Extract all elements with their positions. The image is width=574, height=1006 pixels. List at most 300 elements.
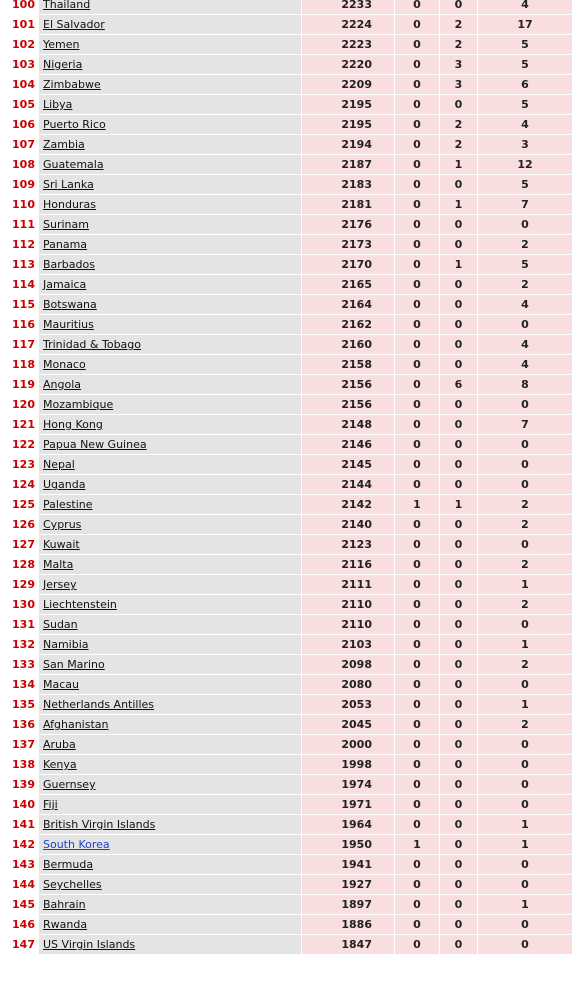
table-row [1, 155, 572, 174]
rank-cell: 133 [1, 655, 38, 674]
gold-cell: 0 [395, 275, 439, 294]
table-row [1, 595, 572, 614]
bronze-cell: 0 [478, 675, 572, 694]
country-cell [39, 855, 301, 874]
bronze-cell: 7 [478, 415, 572, 434]
country-link[interactable]: British Virgin Islands [43, 818, 156, 831]
rank-cell: 147 [1, 935, 38, 954]
points-cell: 2098 [302, 655, 394, 674]
points-cell: 2146 [302, 435, 394, 454]
silver-cell: 0 [440, 295, 477, 314]
table-row [1, 35, 572, 54]
gold-cell: 0 [395, 315, 439, 334]
country-cell [39, 475, 301, 494]
gold-cell: 0 [395, 575, 439, 594]
gold-cell: 0 [395, 115, 439, 134]
silver-cell: 0 [440, 335, 477, 354]
country-link[interactable]: South Korea [43, 838, 110, 851]
bronze-cell: 1 [478, 695, 572, 714]
rank-cell: 141 [1, 815, 38, 834]
silver-cell: 0 [440, 215, 477, 234]
country-link[interactable]: Sri Lanka [43, 178, 94, 191]
table-row [1, 895, 572, 914]
points-cell: 2160 [302, 335, 394, 354]
silver-cell: 0 [440, 235, 477, 254]
bronze-cell: 2 [478, 495, 572, 514]
country-link[interactable]: Nepal [43, 458, 75, 471]
country-cell [39, 355, 301, 374]
rank-cell: 118 [1, 355, 38, 374]
gold-cell: 0 [395, 35, 439, 54]
points-cell: 2176 [302, 215, 394, 234]
country-cell [39, 235, 301, 254]
bronze-cell: 0 [478, 215, 572, 234]
gold-cell: 0 [395, 635, 439, 654]
rank-cell: 108 [1, 155, 38, 174]
country-cell [39, 735, 301, 754]
rank-cell: 104 [1, 75, 38, 94]
country-cell [39, 155, 301, 174]
country-link[interactable]: Thailand [43, 0, 91, 11]
points-cell: 1964 [302, 815, 394, 834]
points-cell: 1847 [302, 935, 394, 954]
points-cell: 1941 [302, 855, 394, 874]
points-cell: 2181 [302, 195, 394, 214]
rank-cell: 146 [1, 915, 38, 934]
bronze-cell: 4 [478, 355, 572, 374]
country-link[interactable]: Honduras [43, 198, 96, 211]
rank-cell: 116 [1, 315, 38, 334]
country-link[interactable]: Botswana [43, 298, 97, 311]
silver-cell: 0 [440, 675, 477, 694]
bronze-cell: 0 [478, 855, 572, 874]
table-row [1, 15, 572, 34]
country-cell [39, 215, 301, 234]
gold-cell: 0 [395, 755, 439, 774]
country-link[interactable]: Yemen [43, 38, 80, 51]
silver-cell: 0 [440, 655, 477, 674]
gold-cell: 0 [395, 155, 439, 174]
country-cell [39, 615, 301, 634]
country-link[interactable]: El Salvador [43, 18, 105, 31]
country-cell [39, 75, 301, 94]
country-link[interactable]: Cyprus [43, 518, 82, 531]
country-link[interactable]: Kenya [43, 758, 77, 771]
country-link[interactable]: Bahrain [43, 898, 86, 911]
rank-cell: 144 [1, 875, 38, 894]
gold-cell: 0 [395, 15, 439, 34]
table-row [1, 835, 572, 854]
table-row [1, 395, 572, 414]
rank-cell: 121 [1, 415, 38, 434]
silver-cell: 6 [440, 375, 477, 394]
gold-cell: 1 [395, 835, 439, 854]
country-cell [39, 715, 301, 734]
bronze-cell: 5 [478, 55, 572, 74]
country-link[interactable]: Kuwait [43, 538, 80, 551]
points-cell: 2142 [302, 495, 394, 514]
rank-cell: 142 [1, 835, 38, 854]
country-link[interactable]: US Virgin Islands [43, 938, 136, 951]
gold-cell: 0 [395, 335, 439, 354]
country-link[interactable]: Bermuda [43, 858, 94, 871]
rank-cell: 102 [1, 35, 38, 54]
rank-cell: 127 [1, 535, 38, 554]
points-cell: 2183 [302, 175, 394, 194]
points-cell: 2233 [302, 0, 394, 14]
gold-cell: 0 [395, 855, 439, 874]
gold-cell: 0 [395, 515, 439, 534]
table-row [1, 855, 572, 874]
country-link[interactable]: Rwanda [43, 918, 88, 931]
points-cell: 1974 [302, 775, 394, 794]
silver-cell: 0 [440, 0, 477, 14]
bronze-cell: 2 [478, 555, 572, 574]
bronze-cell: 17 [478, 15, 572, 34]
table-row [1, 615, 572, 634]
rank-cell: 130 [1, 595, 38, 614]
country-link[interactable]: Zambia [43, 138, 85, 151]
gold-cell: 0 [395, 615, 439, 634]
table-row [1, 375, 572, 394]
gold-cell: 0 [395, 735, 439, 754]
silver-cell: 0 [440, 395, 477, 414]
gold-cell: 0 [395, 135, 439, 154]
country-link[interactable]: Mozambique [43, 398, 114, 411]
rank-cell: 103 [1, 55, 38, 74]
gold-cell: 0 [395, 415, 439, 434]
gold-cell: 0 [395, 915, 439, 934]
country-link[interactable]: Namibia [43, 638, 89, 651]
country-link[interactable]: Liechtenstein [43, 598, 117, 611]
bronze-cell: 1 [478, 835, 572, 854]
bronze-cell: 2 [478, 655, 572, 674]
bronze-cell: 2 [478, 595, 572, 614]
table-row [1, 795, 572, 814]
silver-cell: 0 [440, 935, 477, 954]
bronze-cell: 5 [478, 175, 572, 194]
country-cell [39, 755, 301, 774]
country-cell [39, 495, 301, 514]
table-row [1, 415, 572, 434]
bronze-cell: 1 [478, 895, 572, 914]
rank-cell: 113 [1, 255, 38, 274]
country-link[interactable]: Monaco [43, 358, 86, 371]
table-row [1, 215, 572, 234]
rank-cell: 135 [1, 695, 38, 714]
country-link[interactable]: Barbados [43, 258, 95, 271]
country-link[interactable]: Malta [43, 558, 74, 571]
country-link[interactable]: Fiji [43, 798, 58, 811]
gold-cell: 0 [395, 255, 439, 274]
silver-cell: 0 [440, 855, 477, 874]
country-link[interactable]: Sudan [43, 618, 78, 631]
silver-cell: 0 [440, 535, 477, 554]
table-row [1, 915, 572, 934]
rank-cell: 100 [1, 0, 38, 14]
bronze-cell: 4 [478, 295, 572, 314]
ranking-table-body [1, 0, 572, 954]
country-link[interactable]: Puerto Rico [43, 118, 106, 131]
country-link[interactable]: Guatemala [43, 158, 104, 171]
country-link[interactable]: Angola [43, 378, 82, 391]
gold-cell: 0 [395, 395, 439, 414]
bronze-cell: 1 [478, 815, 572, 834]
silver-cell: 2 [440, 35, 477, 54]
bronze-cell: 0 [478, 775, 572, 794]
bronze-cell: 0 [478, 795, 572, 814]
silver-cell: 0 [440, 315, 477, 334]
rank-cell: 115 [1, 295, 38, 314]
gold-cell: 0 [395, 55, 439, 74]
points-cell: 2144 [302, 475, 394, 494]
rank-cell: 105 [1, 95, 38, 114]
points-cell: 2162 [302, 315, 394, 334]
silver-cell: 0 [440, 795, 477, 814]
bronze-cell: 0 [478, 875, 572, 894]
rank-cell: 117 [1, 335, 38, 354]
points-cell: 1886 [302, 915, 394, 934]
table-row [1, 715, 572, 734]
bronze-cell: 12 [478, 155, 572, 174]
table-row [1, 75, 572, 94]
rank-cell: 125 [1, 495, 38, 514]
bronze-cell: 0 [478, 755, 572, 774]
table-row [1, 435, 572, 454]
country-link[interactable]: Afghanistan [43, 718, 109, 731]
bronze-cell: 0 [478, 915, 572, 934]
country-link[interactable]: Panama [43, 238, 88, 251]
country-link[interactable]: Libya [43, 98, 73, 111]
table-row [1, 755, 572, 774]
country-link[interactable]: Aruba [43, 738, 76, 751]
points-cell: 2080 [302, 675, 394, 694]
silver-cell: 0 [440, 715, 477, 734]
table-row [1, 335, 572, 354]
silver-cell: 2 [440, 115, 477, 134]
gold-cell: 0 [395, 75, 439, 94]
points-cell: 2116 [302, 555, 394, 574]
country-cell [39, 795, 301, 814]
silver-cell: 0 [440, 615, 477, 634]
country-cell [39, 895, 301, 914]
country-link[interactable]: Nigeria [43, 58, 83, 71]
silver-cell: 1 [440, 195, 477, 214]
table-row [1, 655, 572, 674]
bronze-cell: 0 [478, 935, 572, 954]
country-cell [39, 835, 301, 854]
gold-cell: 0 [395, 435, 439, 454]
country-link[interactable]: Hong Kong [43, 418, 103, 431]
bronze-cell: 4 [478, 335, 572, 354]
points-cell: 1971 [302, 795, 394, 814]
silver-cell: 0 [440, 755, 477, 774]
gold-cell: 0 [395, 595, 439, 614]
rank-cell: 114 [1, 275, 38, 294]
points-cell: 1998 [302, 755, 394, 774]
points-cell: 2170 [302, 255, 394, 274]
points-cell: 2195 [302, 95, 394, 114]
points-cell: 2194 [302, 135, 394, 154]
points-cell: 1897 [302, 895, 394, 914]
country-cell [39, 595, 301, 614]
country-cell [39, 135, 301, 154]
rank-cell: 131 [1, 615, 38, 634]
points-cell: 2223 [302, 35, 394, 54]
silver-cell: 0 [440, 915, 477, 934]
country-cell [39, 575, 301, 594]
table-row [1, 275, 572, 294]
silver-cell: 0 [440, 895, 477, 914]
country-cell [39, 195, 301, 214]
country-link[interactable]: Zimbabwe [43, 78, 101, 91]
points-cell: 2209 [302, 75, 394, 94]
gold-cell: 0 [395, 455, 439, 474]
country-cell [39, 295, 301, 314]
country-link[interactable]: Surinam [43, 218, 89, 231]
country-link[interactable]: San Marino [43, 658, 105, 671]
bronze-cell: 0 [478, 535, 572, 554]
table-row [1, 235, 572, 254]
country-link[interactable]: Jersey [43, 578, 77, 591]
rank-cell: 145 [1, 895, 38, 914]
silver-cell: 0 [440, 695, 477, 714]
points-cell: 2145 [302, 455, 394, 474]
table-row [1, 55, 572, 74]
bronze-cell: 8 [478, 375, 572, 394]
country-cell [39, 335, 301, 354]
bronze-cell: 2 [478, 275, 572, 294]
table-row [1, 775, 572, 794]
points-cell: 2111 [302, 575, 394, 594]
table-row [1, 675, 572, 694]
gold-cell: 0 [395, 355, 439, 374]
points-cell: 2173 [302, 235, 394, 254]
table-row [1, 875, 572, 894]
rank-cell: 122 [1, 435, 38, 454]
points-cell: 2156 [302, 375, 394, 394]
country-cell [39, 655, 301, 674]
country-link[interactable]: Trinidad & Tobago [43, 338, 142, 351]
table-row [1, 295, 572, 314]
table-row [1, 735, 572, 754]
rank-cell: 129 [1, 575, 38, 594]
rank-cell: 119 [1, 375, 38, 394]
table-row [1, 535, 572, 554]
country-link[interactable]: Uganda [43, 478, 86, 491]
bronze-cell: 0 [478, 475, 572, 494]
rank-cell: 136 [1, 715, 38, 734]
table-row [1, 555, 572, 574]
gold-cell: 0 [395, 895, 439, 914]
table-row [1, 315, 572, 334]
bronze-cell: 5 [478, 95, 572, 114]
table-row [1, 355, 572, 374]
points-cell: 2224 [302, 15, 394, 34]
silver-cell: 0 [440, 635, 477, 654]
country-link[interactable]: Papua New Guinea [43, 438, 147, 451]
points-cell: 2140 [302, 515, 394, 534]
country-cell [39, 775, 301, 794]
silver-cell: 0 [440, 575, 477, 594]
country-cell [39, 435, 301, 454]
bronze-cell: 5 [478, 35, 572, 54]
table-row [1, 455, 572, 474]
silver-cell: 0 [440, 455, 477, 474]
country-link[interactable]: Palestine [43, 498, 93, 511]
silver-cell: 0 [440, 435, 477, 454]
silver-cell: 0 [440, 775, 477, 794]
silver-cell: 0 [440, 415, 477, 434]
rank-cell: 137 [1, 735, 38, 754]
country-link[interactable]: Macau [43, 678, 79, 691]
bronze-cell: 5 [478, 255, 572, 274]
table-row [1, 815, 572, 834]
country-link[interactable]: Seychelles [43, 878, 102, 891]
table-row [1, 635, 572, 654]
country-link[interactable]: Jamaica [43, 278, 87, 291]
points-cell: 2164 [302, 295, 394, 314]
points-cell: 2123 [302, 535, 394, 554]
points-cell: 2045 [302, 715, 394, 734]
country-cell [39, 255, 301, 274]
country-link[interactable]: Guernsey [43, 778, 96, 791]
gold-cell: 0 [395, 475, 439, 494]
table-row [1, 695, 572, 714]
table-row [1, 175, 572, 194]
table-row [1, 255, 572, 274]
silver-cell: 0 [440, 175, 477, 194]
points-cell: 2000 [302, 735, 394, 754]
rank-cell: 132 [1, 635, 38, 654]
silver-cell: 1 [440, 255, 477, 274]
silver-cell: 0 [440, 515, 477, 534]
country-cell [39, 375, 301, 394]
gold-cell: 0 [395, 295, 439, 314]
points-cell: 1950 [302, 835, 394, 854]
country-cell [39, 115, 301, 134]
bronze-cell: 0 [478, 435, 572, 454]
points-cell: 2156 [302, 395, 394, 414]
country-cell [39, 675, 301, 694]
rank-cell: 128 [1, 555, 38, 574]
gold-cell: 0 [395, 795, 439, 814]
rank-cell: 110 [1, 195, 38, 214]
country-link[interactable]: Mauritius [43, 318, 94, 331]
rank-cell: 124 [1, 475, 38, 494]
gold-cell: 0 [395, 95, 439, 114]
gold-cell: 0 [395, 695, 439, 714]
table-row [1, 515, 572, 534]
table-row [1, 95, 572, 114]
gold-cell: 0 [395, 235, 439, 254]
gold-cell: 0 [395, 815, 439, 834]
rank-cell: 140 [1, 795, 38, 814]
silver-cell: 0 [440, 555, 477, 574]
country-cell [39, 275, 301, 294]
silver-cell: 3 [440, 55, 477, 74]
rank-cell: 138 [1, 755, 38, 774]
country-cell [39, 455, 301, 474]
bronze-cell: 2 [478, 235, 572, 254]
bronze-cell: 0 [478, 395, 572, 414]
country-cell [39, 95, 301, 114]
rank-cell: 107 [1, 135, 38, 154]
gold-cell: 0 [395, 555, 439, 574]
country-link[interactable]: Netherlands Antilles [43, 698, 155, 711]
gold-cell: 0 [395, 0, 439, 14]
gold-cell: 0 [395, 215, 439, 234]
